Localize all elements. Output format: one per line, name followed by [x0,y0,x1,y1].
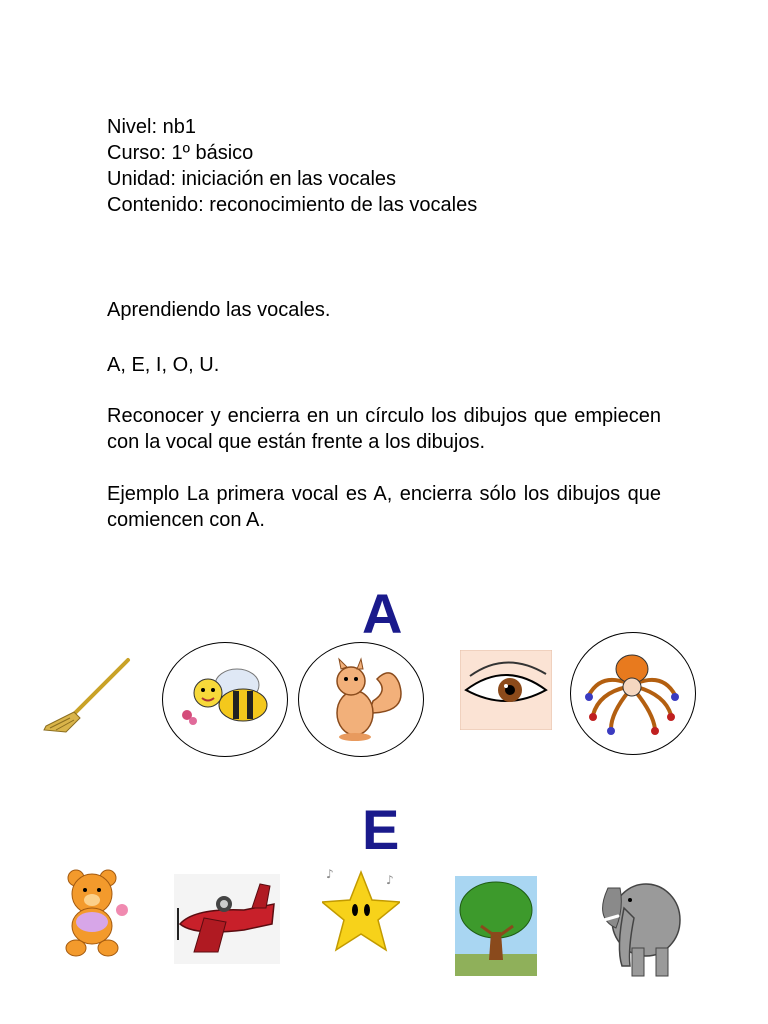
instruction-text: Reconocer y encierra en un círculo los dibujos que empiecen con la vocal que están frente a los dibujos. [107,405,661,453]
tree-icon[interactable] [455,876,537,976]
worksheet-meta [107,114,661,218]
svg-text:♪: ♪ [386,873,394,887]
eye-icon[interactable] [460,650,552,730]
broom-icon[interactable] [40,656,132,736]
bee-circled-icon[interactable] [162,642,288,757]
meta-nivel: Nivel: nb1 [107,116,196,138]
meta-contenido: Contenido: reconocimiento de las vocales [107,194,478,216]
section-letter-e: E [362,798,400,861]
meta-unidad: Unidad: iniciación en las vocales [107,168,397,190]
example-text: Ejemplo La primera vocal es A, encierra sólo los dibujos que comiencen con A. [107,483,661,531]
vowels-list: A, E, I, O, U. [107,354,220,376]
spider-circled-icon[interactable] [570,632,696,755]
section-letter-a: A [362,582,403,645]
meta-curso: Curso: 1º básico [107,142,254,164]
elephant-icon[interactable] [594,858,690,982]
airplane-icon[interactable] [174,874,280,964]
svg-text:♪: ♪ [326,867,334,881]
squirrel-circled-icon[interactable] [298,642,424,757]
teddy-bear-icon[interactable] [52,866,132,958]
star-icon[interactable] [322,864,400,964]
worksheet-title: Aprendiendo las vocales. [107,299,331,321]
